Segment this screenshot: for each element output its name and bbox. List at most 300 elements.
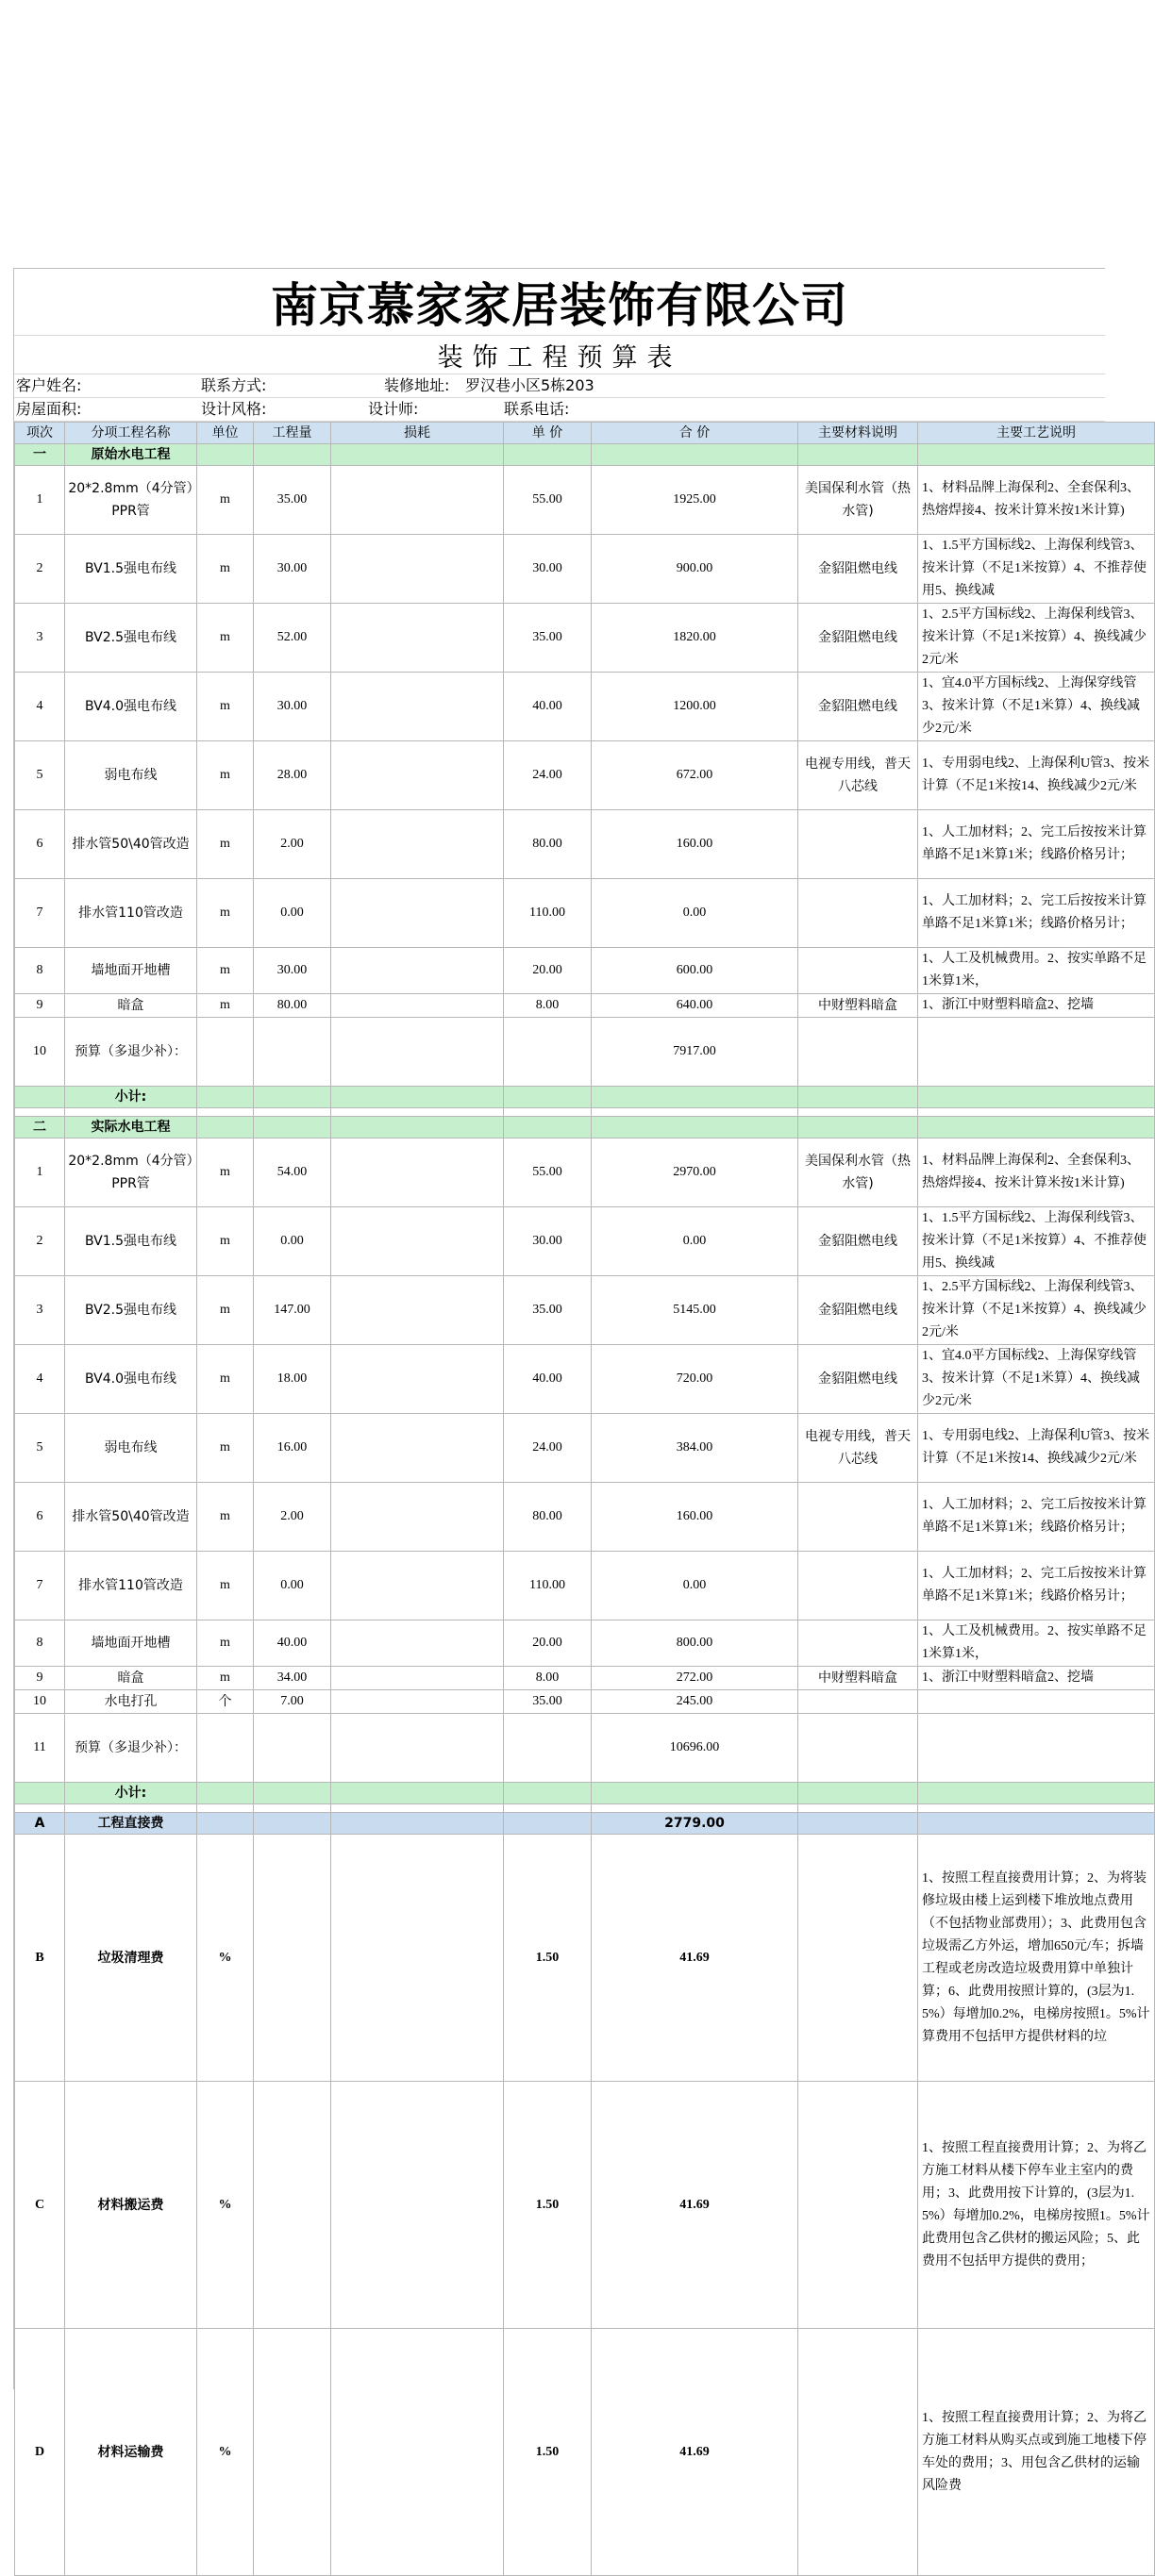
spacer-cell [504,1108,592,1117]
fee-loss [331,1835,504,2082]
subtotal-row [15,1783,1155,1804]
section-no: 二 [15,1117,65,1138]
item-qty: 0.00 [254,1207,331,1276]
section-row [15,444,1155,466]
item-no: 10 [15,1690,65,1714]
item-row [15,1018,1155,1087]
fee-unit: % [197,1835,254,2082]
item-qty: 2.00 [254,810,331,879]
item-name: 预算（多退少补）： [65,1018,197,1087]
item-qty: 16.00 [254,1414,331,1483]
item-process: 1、人工加材料；2、完工后按按米计算单路不足1米算1米；线路价格另计； [918,1552,1155,1620]
subtotal-empty [15,1783,65,1804]
item-qty: 0.00 [254,879,331,948]
item-no: 3 [15,604,65,673]
subtotal-label: 小计: [65,1783,197,1804]
item-qty: 30.00 [254,948,331,994]
spacer-cell [15,1108,65,1117]
item-unit: 个 [197,1690,254,1714]
item-total: 10696.00 [592,1714,798,1783]
subtotal-empty-cell [918,1783,1155,1804]
item-unit: m [197,1483,254,1552]
fee-process: 1、按照工程直接费用计算；2、为将乙方施工材料从购买点或到施工地楼下停车处的费用；3、用包含乙供材的运输风险费 [918,2329,1155,2576]
fee-loss [331,2329,504,2576]
item-price: 40.00 [504,673,592,741]
item-material: 中财塑料暗盒 [798,994,918,1018]
item-unit: m [197,1667,254,1690]
item-price: 8.00 [504,1667,592,1690]
item-process: 1、宜4.0平方国标线2、上海保穿线管3、按米计算（不足1米算）4、换线减少2元/米 [918,673,1155,741]
direct-no: A [15,1813,65,1835]
item-total: 900.00 [592,535,798,604]
item-no: 6 [15,810,65,879]
item-qty: 2.00 [254,1483,331,1552]
item-unit: m [197,1552,254,1620]
section-empty-cell [254,444,331,466]
section-empty-cell [254,1117,331,1138]
item-name: BV2.5强电布线 [65,604,197,673]
direct-total: 2779.00 [592,1813,798,1835]
item-price: 55.00 [504,466,592,535]
item-process: 1、人工及机械费用。2、按实单路不足1米算1米， [918,1620,1155,1667]
item-row [15,466,1155,535]
item-no: 2 [15,535,65,604]
item-qty: 34.00 [254,1667,331,1690]
item-material: 金貂阻燃电线 [798,1276,918,1345]
fee-process: 1、按照工程直接费用计算；2、为将装修垃圾由楼上运到楼下堆放地点费用（不包括物业部费用）；3、此费用包含垃圾需乙方外运，增加650元/车；拆墙工程或老房改造垃圾费用算中单独计算；6、此费用按照计算的，(3层为1.5%）每增加0.2%，电梯房按照1。5%计算费用不包括甲方提供材料的垃 [918,1835,1155,2082]
item-qty: 30.00 [254,673,331,741]
fee-material [798,2329,918,2576]
item-row [15,535,1155,604]
spacer-cell [197,1804,254,1813]
col-total-header: 合 价 [592,423,798,444]
direct-empty-cell [918,1813,1155,1835]
item-material [798,948,918,994]
item-process: 1、专用弱电线2、上海保利U管3、按米计算（不足1米按14、换线减少2元/米 [918,1414,1155,1483]
spacer-row [15,1108,1155,1117]
info-row-2 [14,398,1105,422]
item-process: 1、人工加材料；2、完工后按按米计算单路不足1米算1米；线路价格另计； [918,879,1155,948]
item-name: 暗盒 [65,1667,197,1690]
section-empty-cell [197,1117,254,1138]
item-no: 5 [15,741,65,810]
section-empty-cell [798,444,918,466]
item-process [918,1690,1155,1714]
subtotal-empty-cell [798,1087,918,1108]
item-unit: m [197,535,254,604]
item-loss [331,604,504,673]
item-process [918,1018,1155,1087]
item-no: 6 [15,1483,65,1552]
subtotal-empty-cell [504,1087,592,1108]
section-empty-cell [504,1117,592,1138]
fee-qty [254,2082,331,2329]
subtotal-empty-cell [197,1087,254,1108]
item-process: 1、浙江中财塑料暗盒2、挖墙 [918,1667,1155,1690]
subtotal-empty-cell [592,1783,798,1804]
fee-unit: % [197,2082,254,2329]
subtotal-empty-cell [331,1087,504,1108]
item-price: 80.00 [504,1483,592,1552]
item-process: 1、宜4.0平方国标线2、上海保穿线管3、按米计算（不足1米算）4、换线减少2元/米 [918,1345,1155,1414]
item-qty: 147.00 [254,1276,331,1345]
item-loss [331,1276,504,1345]
item-loss [331,1414,504,1483]
item-unit [197,1714,254,1783]
spacer-cell [331,1108,504,1117]
item-qty: 18.00 [254,1345,331,1414]
item-row [15,1667,1155,1690]
item-material: 美国保利水管（热水管) [798,466,918,535]
item-unit: m [197,994,254,1018]
item-material: 电视专用线，普天八芯线 [798,741,918,810]
item-total: 272.00 [592,1667,798,1690]
item-price: 24.00 [504,741,592,810]
direct-empty-cell [197,1813,254,1835]
item-row [15,1714,1155,1783]
item-unit: m [197,948,254,994]
item-qty: 40.00 [254,1620,331,1667]
fee-loss [331,2082,504,2329]
item-unit: m [197,879,254,948]
direct-empty-cell [254,1813,331,1835]
item-material: 金貂阻燃电线 [798,673,918,741]
item-qty: 0.00 [254,1552,331,1620]
item-loss [331,1552,504,1620]
address-value: 罗汉巷小区5栋203 [465,376,594,394]
sheet-subtitle: 装饰工程预算表 [14,336,1105,374]
col-material-header: 主要材料说明 [798,423,918,444]
item-no: 2 [15,1207,65,1276]
item-name: 弱电布线 [65,741,197,810]
item-process: 1、材料品牌上海保利2、全套保利3、热熔焊接4、按米计算米按1米计算) [918,1138,1155,1207]
item-material [798,1714,918,1783]
item-name: 预算（多退少补）： [65,1714,197,1783]
item-row [15,741,1155,810]
item-loss [331,994,504,1018]
header-row [15,423,1155,444]
item-total: 0.00 [592,1207,798,1276]
item-name: 暗盒 [65,994,197,1018]
subtotal-empty-cell [254,1783,331,1804]
subtotal-empty [15,1087,65,1108]
address-label: 装修地址: [384,376,450,394]
fee-rate: 1.50 [504,2329,592,2576]
item-name: BV4.0强电布线 [65,1345,197,1414]
budget-sheet [13,268,1150,2493]
item-loss [331,535,504,604]
subtotal-empty-cell [254,1087,331,1108]
item-price: 35.00 [504,1690,592,1714]
item-process: 1、人工加材料；2、完工后按按米计算单路不足1米算1米；线路价格另计； [918,1483,1155,1552]
fee-rate: 1.50 [504,1835,592,2082]
item-row [15,1276,1155,1345]
col-item-name-header: 分项工程名称 [65,423,197,444]
item-no: 5 [15,1414,65,1483]
item-loss [331,466,504,535]
item-price: 110.00 [504,1552,592,1620]
item-name: BV4.0强电布线 [65,673,197,741]
item-total: 384.00 [592,1414,798,1483]
direct-empty-cell [504,1813,592,1835]
item-row [15,1345,1155,1414]
fee-process: 1、按照工程直接费用计算；2、为将乙方施工材料从楼下停车业主室内的费用；3、此费用按下计算的，(3层为1.5%）每增加0.2%，电梯房按照1。5%计此费用包含乙供材的搬运风险；5、此费用不包括甲方提供的费用； [918,2082,1155,2329]
spacer-cell [254,1804,331,1813]
item-no: 4 [15,1345,65,1414]
item-unit: m [197,673,254,741]
item-loss [331,1138,504,1207]
direct-empty-cell [798,1813,918,1835]
item-process: 1、1.5平方国标线2、上海保利线管3、按米计算（不足1米按算）4、不推荐使用5、换线减 [918,1207,1155,1276]
fee-total: 41.69 [592,1835,798,2082]
item-no: 9 [15,1667,65,1690]
item-material: 美国保利水管（热水管) [798,1138,918,1207]
item-qty [254,1714,331,1783]
fee-material [798,2082,918,2329]
col-process-header: 主要工艺说明 [918,423,1155,444]
section-empty-cell [331,1117,504,1138]
designer-label: 设计师: [368,400,419,418]
item-name: 20*2.8mm（4分管）PPR管 [65,466,197,535]
item-name: BV1.5强电布线 [65,1207,197,1276]
item-price [504,1714,592,1783]
budget-table [14,422,1155,2576]
item-material: 中财塑料暗盒 [798,1667,918,1690]
item-total: 640.00 [592,994,798,1018]
item-total: 160.00 [592,1483,798,1552]
item-name: 排水管110管改造 [65,879,197,948]
section-empty-cell [918,1117,1155,1138]
item-price: 8.00 [504,994,592,1018]
item-price: 35.00 [504,1276,592,1345]
info-row-1 [14,374,1105,398]
col-qty-header: 工程量 [254,423,331,444]
spacer-cell [15,1804,65,1813]
spacer-cell [798,1108,918,1117]
area-label: 房屋面积: [16,400,82,418]
item-loss [331,1345,504,1414]
item-row [15,879,1155,948]
item-process [918,1714,1155,1783]
item-total: 0.00 [592,1552,798,1620]
item-material [798,1690,918,1714]
spacer-cell [504,1804,592,1813]
item-qty: 80.00 [254,994,331,1018]
item-loss [331,1667,504,1690]
item-row [15,1552,1155,1620]
item-loss [331,1620,504,1667]
fee-total: 41.69 [592,2082,798,2329]
subtotal-empty-cell [798,1783,918,1804]
item-material: 金貂阻燃电线 [798,535,918,604]
item-qty: 30.00 [254,535,331,604]
item-process: 1、1.5平方国标线2、上海保利线管3、按米计算（不足1米按算）4、不推荐使用5、换线减 [918,535,1155,604]
company-title: 南京慕家家居装饰有限公司 [14,269,1105,336]
item-row [15,604,1155,673]
item-material [798,1552,918,1620]
subtotal-empty-cell [504,1783,592,1804]
item-name: 水电打孔 [65,1690,197,1714]
item-unit: m [197,810,254,879]
item-no: 7 [15,879,65,948]
item-qty: 54.00 [254,1138,331,1207]
item-total: 5145.00 [592,1276,798,1345]
item-row [15,1620,1155,1667]
spacer-cell [197,1108,254,1117]
item-total: 600.00 [592,948,798,994]
col-price-header: 单 价 [504,423,592,444]
item-row [15,1207,1155,1276]
item-loss [331,948,504,994]
item-material: 电视专用线，普天八芯线 [798,1414,918,1483]
item-row [15,1138,1155,1207]
item-name: 排水管50\40管改造 [65,810,197,879]
item-price: 24.00 [504,1414,592,1483]
item-material [798,1018,918,1087]
customer-label: 客户姓名: [16,376,82,394]
item-row [15,810,1155,879]
item-row [15,948,1155,994]
item-row [15,673,1155,741]
subtotal-label: 小计: [65,1087,197,1108]
item-unit: m [197,1207,254,1276]
item-total: 672.00 [592,741,798,810]
phone-label: 联系电话: [504,400,570,418]
fee-qty [254,1835,331,2082]
item-loss [331,810,504,879]
item-loss [331,879,504,948]
item-material [798,1483,918,1552]
contact-label: 联系方式: [201,376,267,394]
item-price: 30.00 [504,535,592,604]
spacer-cell [798,1804,918,1813]
item-unit: m [197,1276,254,1345]
item-loss [331,1018,504,1087]
direct-name: 工程直接费 [65,1813,197,1835]
spacer-cell [918,1108,1155,1117]
item-unit: m [197,1620,254,1667]
spacer-cell [592,1108,798,1117]
item-qty: 7.00 [254,1690,331,1714]
spacer-cell [918,1804,1155,1813]
fee-no: C [15,2082,65,2329]
item-unit: m [197,741,254,810]
item-price: 40.00 [504,1345,592,1414]
col-no-header: 项次 [15,423,65,444]
item-name: 排水管110管改造 [65,1552,197,1620]
fee-unit: % [197,2329,254,2576]
item-loss [331,1483,504,1552]
item-price: 55.00 [504,1138,592,1207]
item-no: 7 [15,1552,65,1620]
item-name: BV1.5强电布线 [65,535,197,604]
item-qty: 52.00 [254,604,331,673]
item-price: 20.00 [504,948,592,994]
item-process: 1、专用弱电线2、上海保利U管3、按米计算（不足1米按14、换线减少2元/米 [918,741,1155,810]
fee-material [798,1835,918,2082]
item-name: 排水管50\40管改造 [65,1483,197,1552]
item-unit: m [197,466,254,535]
item-row [15,994,1155,1018]
spacer-cell [254,1108,331,1117]
item-no: 1 [15,466,65,535]
item-row [15,1483,1155,1552]
item-name: 墙地面开地槽 [65,948,197,994]
item-loss [331,741,504,810]
item-material [798,879,918,948]
item-no: 10 [15,1018,65,1087]
item-total: 245.00 [592,1690,798,1714]
subtotal-row [15,1087,1155,1108]
item-loss [331,1714,504,1783]
item-total: 7917.00 [592,1018,798,1087]
item-total: 160.00 [592,810,798,879]
item-price: 80.00 [504,810,592,879]
item-price: 30.00 [504,1207,592,1276]
col-unit-header: 单位 [197,423,254,444]
item-process: 1、2.5平方国标线2、上海保利线管3、按米计算（不足1米按算）4、换线减少2元/米 [918,604,1155,673]
spacer-cell [65,1804,197,1813]
item-unit: m [197,1414,254,1483]
item-no: 11 [15,1714,65,1783]
fee-no: B [15,1835,65,2082]
item-total: 2970.00 [592,1138,798,1207]
item-material: 金貂阻燃电线 [798,604,918,673]
section-empty-cell [592,1117,798,1138]
direct-cost-row [15,1813,1155,1835]
item-name: 墙地面开地槽 [65,1620,197,1667]
fee-total: 41.69 [592,2329,798,2576]
spacer-row [15,1804,1155,1813]
item-qty: 35.00 [254,466,331,535]
section-no: 一 [15,444,65,466]
item-process: 1、人工加材料；2、完工后按按米计算单路不足1米算1米；线路价格另计； [918,810,1155,879]
item-no: 9 [15,994,65,1018]
section-name: 原始水电工程 [65,444,197,466]
item-material: 金貂阻燃电线 [798,1207,918,1276]
item-loss [331,1207,504,1276]
item-price: 20.00 [504,1620,592,1667]
subtotal-empty-cell [197,1783,254,1804]
section-empty-cell [197,444,254,466]
spacer-cell [65,1108,197,1117]
subtotal-empty-cell [592,1087,798,1108]
fee-rate: 1.50 [504,2082,592,2329]
fee-name: 垃圾清理费 [65,1835,197,2082]
section-empty-cell [918,444,1155,466]
direct-empty-cell [331,1813,504,1835]
item-total: 720.00 [592,1345,798,1414]
section-row [15,1117,1155,1138]
item-no: 8 [15,948,65,994]
item-name: 20*2.8mm（4分管）PPR管 [65,1138,197,1207]
section-empty-cell [331,444,504,466]
item-total: 1925.00 [592,466,798,535]
item-qty: 28.00 [254,741,331,810]
item-unit: m [197,1345,254,1414]
item-qty [254,1018,331,1087]
item-no: 1 [15,1138,65,1207]
subtotal-empty-cell [918,1087,1155,1108]
col-loss-header: 损耗 [331,423,504,444]
item-no: 8 [15,1620,65,1667]
item-unit: m [197,604,254,673]
section-empty-cell [798,1117,918,1138]
item-material [798,1620,918,1667]
fee-qty [254,2329,331,2576]
spacer-cell [592,1804,798,1813]
item-process: 1、2.5平方国标线2、上海保利线管3、按米计算（不足1米按算）4、换线减少2元/米 [918,1276,1155,1345]
